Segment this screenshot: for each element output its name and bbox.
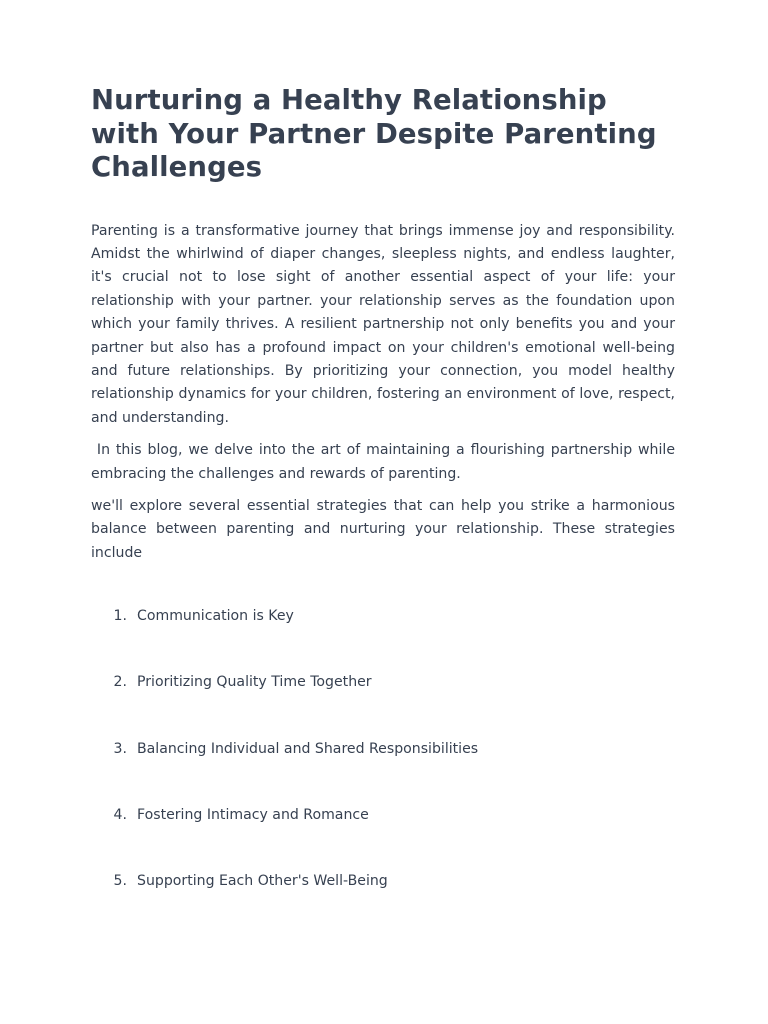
strategy-list	[91, 605, 675, 936]
list-item-label: Communication is Key	[137, 608, 294, 625]
list-item	[91, 870, 675, 936]
list-item-number: 3.	[113, 740, 127, 757]
list-item	[91, 738, 675, 804]
list-item-label: Supporting Each Other's Well-Being	[137, 873, 388, 890]
document-page	[91, 84, 680, 937]
blog-purpose-paragraph: In this blog, we delve into the art of maintaining a flourishing partnership while embracing the challenges and rewards of parenting.	[91, 442, 680, 482]
list-item-number: 4.	[113, 807, 127, 824]
list-item-number: 5.	[113, 873, 127, 890]
list-item-number: 1.	[113, 608, 127, 625]
list-item-label: Fostering Intimacy and Romance	[137, 807, 369, 824]
list-item	[91, 804, 675, 870]
document-title: Nurturing a Healthy Relationship with Your Partner Despite Parenting Challenges	[91, 84, 657, 183]
list-item-label: Balancing Individual and Shared Responsibilities	[137, 740, 479, 757]
list-item-number: 2.	[113, 674, 127, 691]
list-item	[91, 671, 675, 737]
list-item	[91, 605, 675, 671]
list-item-label: Prioritizing Quality Time Together	[137, 674, 372, 691]
intro-paragraph: Parenting is a transformative journey that brings immense joy and responsibility. Amidst the whirlwind of diaper changes, sleepless nights, and endless laughter, it's crucial not to lose sight of another essential aspect of your life: your relationship with your partner. your relationship serves as the foundation upon which your family thrives. A resilient partnership not only benefits you and your partner but also has a profound impact on your children's emotional well-being and future relationships. By prioritizing your connection, you model healthy relationship dynamics for your children, fostering an environment of love, respect, and understanding.	[91, 222, 675, 426]
strategies-intro-paragraph: we'll explore several essential strategies that can help you strike a harmonious balance between parenting and nurturing your relationship. These strategies include	[91, 497, 675, 561]
